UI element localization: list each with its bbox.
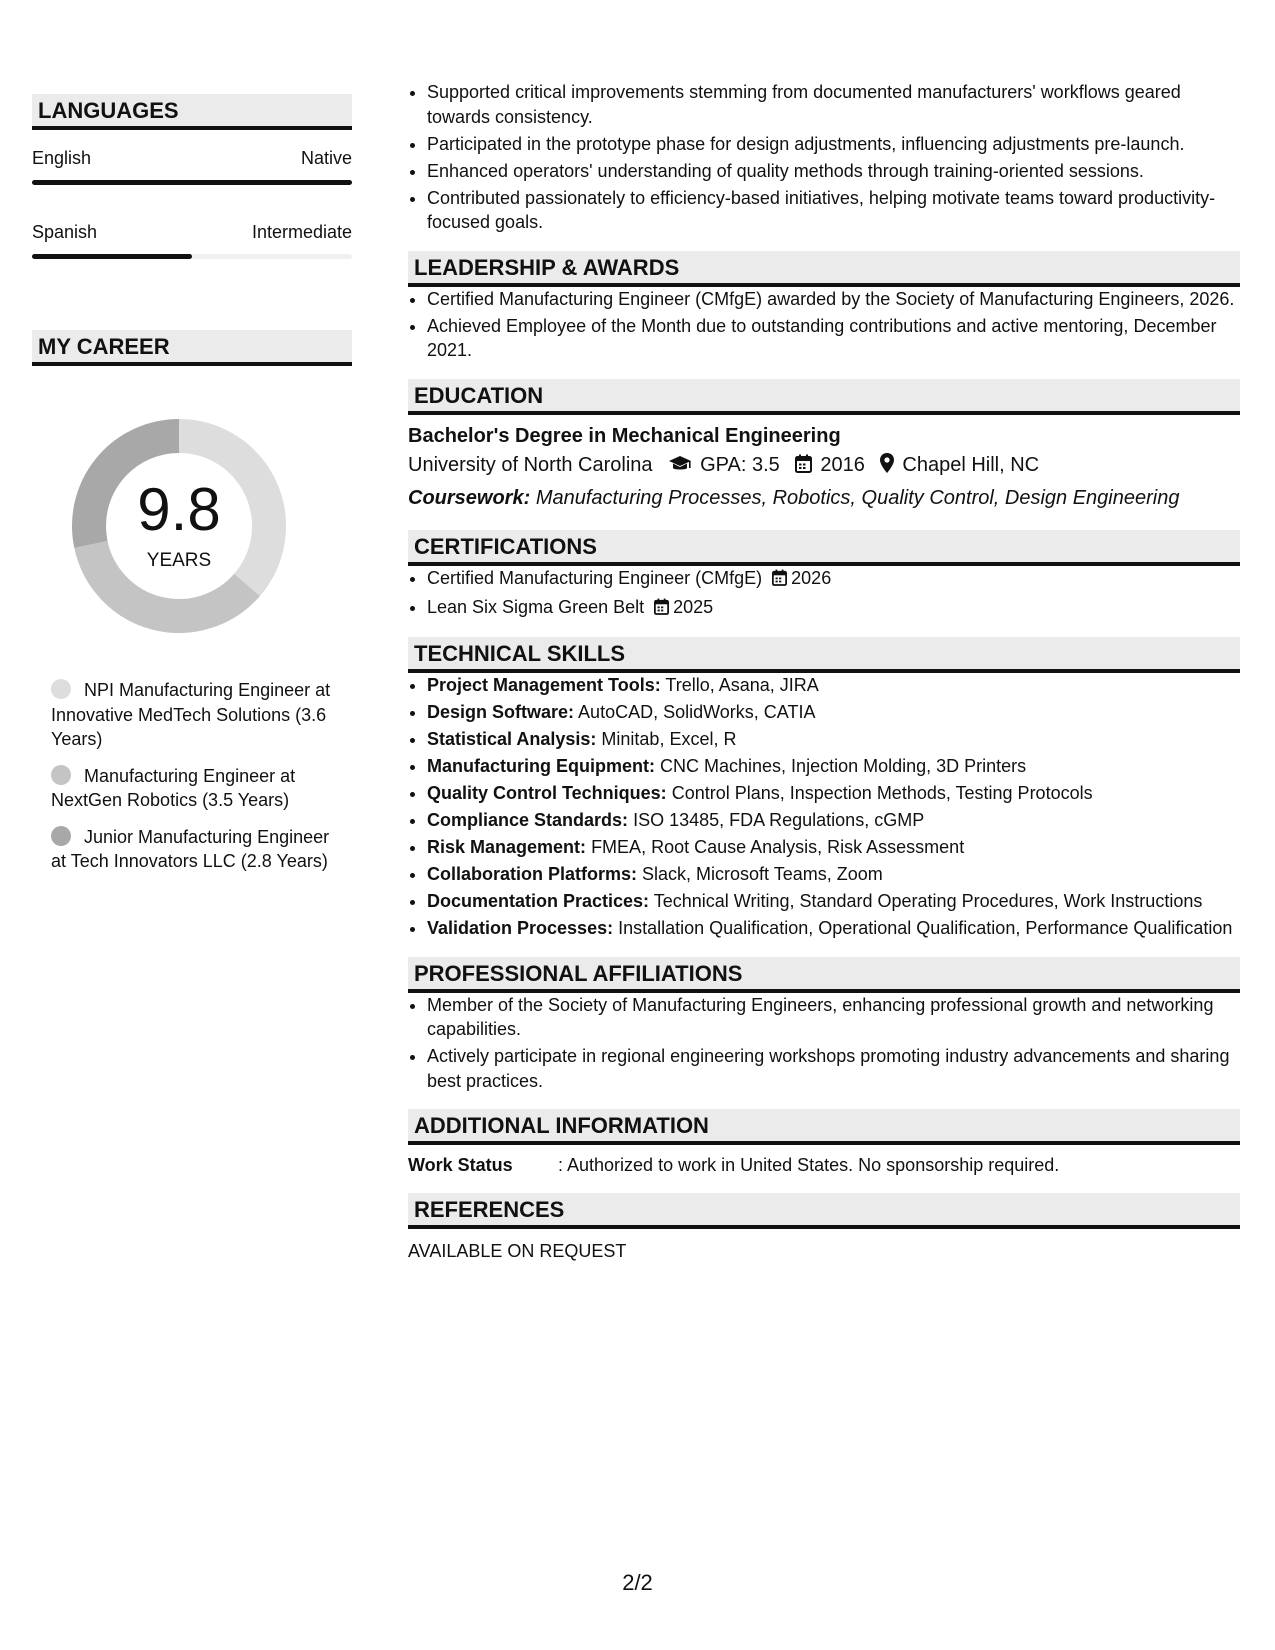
- skills-heading: TECHNICAL SKILLS: [408, 637, 1240, 673]
- coursework-label: Coursework:: [408, 486, 531, 509]
- skill-item: [427, 781, 1240, 806]
- coursework-list: Manufacturing Processes, Robotics, Quality Control, Design Engineering: [535, 486, 1180, 509]
- legend-swatch: [51, 826, 71, 846]
- page-number: 2/2: [622, 1570, 653, 1595]
- references-text: AVAILABLE ON REQUEST: [408, 1241, 627, 1261]
- degree: Bachelor's Degree in Mechanical Engineering: [408, 424, 841, 447]
- list-item: • Actively participate in regional engineering workshops promoting industry advancements and sharing best practices.: [427, 1044, 1240, 1093]
- skill-value: AutoCAD, SolidWorks, CATIA: [578, 702, 816, 722]
- education-heading: EDUCATION: [408, 379, 1240, 415]
- map-pin-icon: [880, 452, 894, 483]
- leadership-heading: LEADERSHIP & AWARDS: [408, 251, 1240, 287]
- skill-label: Validation Processes:: [427, 918, 614, 938]
- list-item: • Contributed passionately to efficiency-based initiatives, helping motivate teams toward productivity-focused goals.: [427, 186, 1240, 235]
- certification-year: 2026: [791, 567, 832, 588]
- language-level: Intermediate: [251, 222, 352, 242]
- skill-label: Quality Control Techniques:: [427, 783, 667, 803]
- skill-item: [427, 700, 1240, 725]
- list-item: • Participated in the prototype phase for design adjustments, influencing adjustments pre-launch.: [427, 132, 1240, 157]
- gpa: GPA: 3.5: [700, 453, 780, 476]
- list-item: • Achieved Employee of the Month due to outstanding contributions and active mentoring, December 2021.: [427, 314, 1240, 363]
- skill-item: [427, 727, 1240, 752]
- work-status-label: Work Status: [408, 1155, 513, 1175]
- skill-value: Minitab, Excel, R: [601, 729, 737, 749]
- legend-swatch: [51, 765, 71, 785]
- legend-item: [51, 825, 341, 874]
- skill-value: FMEA, Root Cause Analysis, Risk Assessment: [591, 837, 965, 857]
- certifications-list: [408, 566, 1240, 622]
- skill-label: Manufacturing Equipment:: [427, 756, 655, 776]
- legend-label: NPI Manufacturing Engineer at Innovative MedTech Solutions (3.6 Years): [51, 680, 331, 749]
- education-details: [408, 450, 1240, 483]
- skill-label: Design Software:: [427, 702, 575, 722]
- career-total-years: 9.8: [137, 476, 221, 543]
- calendar-icon: [795, 452, 812, 483]
- language-name: English: [32, 148, 92, 168]
- school: University of North Carolina: [408, 453, 653, 476]
- skill-label: Collaboration Platforms:: [427, 864, 638, 884]
- language-proficiency-bar: [32, 180, 352, 185]
- skill-label: Documentation Practices:: [427, 891, 650, 911]
- skill-item: [427, 808, 1240, 833]
- career-heading: MY CAREER: [32, 330, 352, 366]
- affiliations-list: [408, 993, 1240, 1094]
- skill-value: Technical Writing, Standard Operating Procedures, Work Instructions: [653, 891, 1203, 911]
- certifications-heading: CERTIFICATIONS: [408, 530, 1240, 566]
- language-item: [32, 148, 352, 185]
- work-status-row: [408, 1153, 1240, 1177]
- sidebar: [32, 94, 352, 886]
- certification-year: 2025: [673, 596, 714, 617]
- education-section: [408, 379, 1240, 514]
- career-donut-chart: [63, 410, 295, 642]
- skill-item: [427, 862, 1240, 887]
- experience-bullets: [408, 80, 1240, 235]
- language-proficiency-fill: [32, 254, 192, 259]
- legend-label: Junior Manufacturing Engineer at Tech Innovators LLC (2.8 Years): [51, 826, 330, 871]
- list-item: • Certified Manufacturing Engineer (CMfgE) awarded by the Society of Manufacturing Engineers, 2026.: [427, 287, 1240, 312]
- list-item: • Enhanced operators' understanding of quality methods through training-oriented sessions.: [427, 159, 1240, 184]
- education-entry: [408, 423, 1240, 514]
- skill-item: [427, 673, 1240, 698]
- language-proficiency-fill: [32, 180, 352, 185]
- affiliations-section: [408, 957, 1240, 1094]
- skill-value: ISO 13485, FDA Regulations, cGMP: [633, 810, 925, 830]
- skill-label: Statistical Analysis:: [427, 729, 597, 749]
- language-proficiency-bar: [32, 254, 352, 259]
- skills-section: [408, 637, 1240, 941]
- skill-item: [427, 835, 1240, 860]
- leadership-section: [408, 251, 1240, 363]
- languages-heading: LANGUAGES: [32, 94, 352, 130]
- work-status-value: : Authorized to work in United States. No sponsorship required.: [558, 1155, 1060, 1175]
- location: Chapel Hill, NC: [902, 453, 1040, 476]
- certification-name: Lean Six Sigma Green Belt: [427, 596, 645, 617]
- additional-section: [408, 1109, 1240, 1177]
- skill-item: [427, 754, 1240, 779]
- affiliations-heading: PROFESSIONAL AFFILIATIONS: [408, 957, 1240, 993]
- legend-swatch: [51, 679, 71, 699]
- skill-value: CNC Machines, Injection Molding, 3D Printers: [660, 756, 1027, 776]
- graduation-cap-icon: [668, 452, 692, 483]
- references-section: [408, 1193, 1240, 1263]
- skill-value: Installation Qualification, Operational Qualification, Performance Qualification: [618, 918, 1233, 938]
- references-heading: REFERENCES: [408, 1193, 1240, 1229]
- certifications-section: [408, 530, 1240, 622]
- list-item: • Supported critical improvements stemming from documented manufacturers' workflows geared towards consistency.: [427, 80, 1240, 129]
- skill-label: Risk Management:: [427, 837, 587, 857]
- coursework: [408, 483, 1240, 514]
- language-item: [32, 222, 352, 259]
- language-level: Native: [300, 148, 352, 168]
- legend-item: [51, 678, 341, 752]
- career-total-unit: YEARS: [146, 550, 212, 571]
- list-item: • Member of the Society of Manufacturing Engineers, enhancing professional growth and networking capabilities.: [427, 993, 1240, 1042]
- skill-item: [427, 889, 1240, 914]
- skills-list: [408, 673, 1240, 941]
- skill-value: Trello, Asana, JIRA: [665, 675, 819, 695]
- language-name: Spanish: [32, 222, 98, 242]
- legend-label: Manufacturing Engineer at NextGen Robotics (3.5 Years): [51, 765, 296, 810]
- calendar-icon: [772, 568, 787, 593]
- skill-item: [427, 916, 1240, 941]
- career-legend: [32, 678, 341, 874]
- graduation-year: 2016: [820, 453, 865, 476]
- skill-label: Project Management Tools:: [427, 675, 661, 695]
- list-item: [427, 566, 1240, 593]
- skill-value: Control Plans, Inspection Methods, Testing Protocols: [671, 783, 1093, 803]
- skill-label: Compliance Standards:: [427, 810, 629, 830]
- leadership-list: [408, 287, 1240, 363]
- skill-value: Slack, Microsoft Teams, Zoom: [642, 864, 883, 884]
- main-column: [408, 80, 1240, 1263]
- list-item: [427, 595, 1240, 622]
- additional-heading: ADDITIONAL INFORMATION: [408, 1109, 1240, 1145]
- calendar-icon: [654, 597, 669, 622]
- certification-name: Certified Manufacturing Engineer (CMfgE): [427, 567, 763, 588]
- legend-item: [51, 764, 341, 813]
